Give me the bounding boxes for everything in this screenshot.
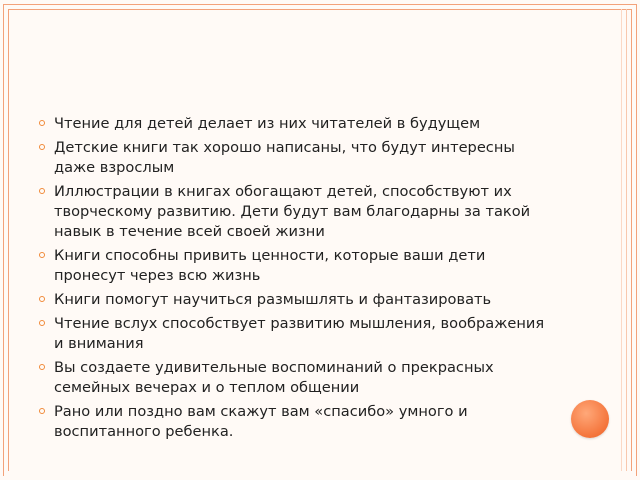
- bullet-icon: [39, 120, 45, 126]
- bullet-icon: [39, 144, 45, 150]
- list-item: [38, 246, 558, 286]
- bullet-icon: [39, 252, 45, 258]
- frame-border-right-stripe-light: [621, 9, 622, 471]
- bullet-list: [38, 114, 558, 442]
- list-item: [38, 290, 558, 310]
- list-item: [38, 114, 558, 134]
- bullet-icon: [39, 320, 45, 326]
- list-item-text: Вы создаете удивительные воспоминаний о прекрасных семейных вечерах и о теплом общении: [54, 359, 494, 396]
- bullet-icon: [39, 296, 45, 302]
- list-item-text: Иллюстрации в книгах обогащают детей, способствуют их творческому развитию. Дети будут вам благодарны за такой навык в течение всей своей жизни: [54, 183, 531, 240]
- list-item: [38, 138, 558, 178]
- frame-border-left-inner: [8, 9, 9, 471]
- list-item-text: Детские книги так хорошо написаны, что будут интересны даже взрослым: [54, 139, 515, 176]
- orange-circle-icon: [571, 400, 609, 438]
- frame-border-right-outer: [636, 4, 637, 476]
- frame-border-right-stripe: [626, 9, 627, 471]
- frame-border-top-outer: [3, 4, 637, 5]
- list-item-text: Рано или поздно вам скажут вам «спасибо» умного и воспитанного ребенка.: [54, 403, 468, 440]
- list-item: [38, 182, 558, 242]
- list-item: [38, 402, 558, 442]
- list-item-text: Чтение вслух способствует развитию мышления, воображения и внимания: [54, 315, 545, 352]
- list-item-text: Книги способны привить ценности, которые ваши дети пронесут через всю жизнь: [54, 247, 486, 284]
- frame-border-right-inner: [631, 9, 632, 471]
- bullet-icon: [39, 364, 45, 370]
- frame-border-left-outer: [3, 4, 4, 476]
- list-item-text: Чтение для детей делает из них читателей в будущем: [54, 115, 481, 132]
- bullet-icon: [39, 188, 45, 194]
- bullet-icon: [39, 408, 45, 414]
- list-item: [38, 358, 558, 398]
- list-item-text: Книги помогут научиться размышлять и фантазировать: [54, 291, 492, 308]
- list-item: [38, 314, 558, 354]
- slide-content: [38, 114, 558, 446]
- frame-border-top-inner: [8, 9, 632, 10]
